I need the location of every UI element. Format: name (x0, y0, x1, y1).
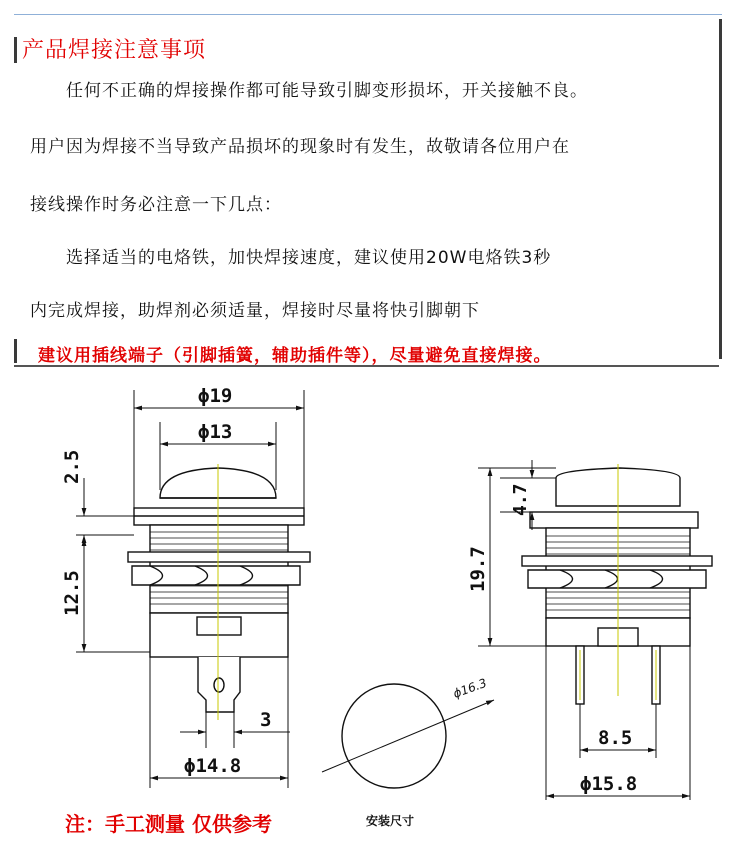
dim-base-diameter: ϕ15.8 (580, 773, 638, 795)
dim-body-diameter: ϕ14.8 (184, 755, 242, 777)
notice-line-3: 接线操作时务必注意一下几点： (30, 195, 282, 215)
left-side-view (128, 468, 310, 712)
dim-flange-height: 2.5 (61, 449, 83, 484)
right-side-view (522, 468, 712, 704)
dim-outer-diameter: ϕ19 (198, 385, 233, 407)
cutout-caption: 安装尺寸 (366, 814, 415, 828)
dim-cap-height: 4.7 (510, 483, 531, 516)
right-rule (719, 19, 722, 359)
notice-title: 产品焊接注意事项 (22, 38, 207, 63)
left-rule (14, 37, 17, 63)
notice-emphasis: 建议用插线端子（引脚插簧，辅助插件等），尽量避免直接焊接。 (38, 346, 552, 366)
panel-cutout (322, 676, 494, 788)
switch-dimension-drawing (0, 380, 750, 800)
bottom-left-rule (14, 339, 17, 363)
dim-terminal-width: 3 (260, 709, 272, 731)
dim-cutout-diameter: ϕ16.3 (451, 675, 489, 701)
notice-line-2: 用户因为焊接不当导致产品损坏的现象时有发生，故敬请各位用户在 (30, 137, 570, 157)
dim-cap-diameter: ϕ13 (198, 421, 233, 443)
notice-line-5: 内完成焊接，助焊剂必须适量，焊接时尽量将快引脚朝下 (30, 301, 480, 321)
notice-line-1: 任何不正确的焊接操作都可能导致引脚变形损坏，开关接触不良。 (66, 81, 588, 101)
dim-body-height: 12.5 (61, 570, 83, 616)
dim-total-height: 19.7 (467, 546, 489, 592)
measurement-note: 注：手工测量 仅供参考 (65, 812, 272, 836)
notice-line-4: 选择适当的电烙铁，加快焊接速度，建议使用20W电烙铁3秒 (66, 248, 552, 268)
dim-pin-pitch: 8.5 (598, 727, 633, 749)
